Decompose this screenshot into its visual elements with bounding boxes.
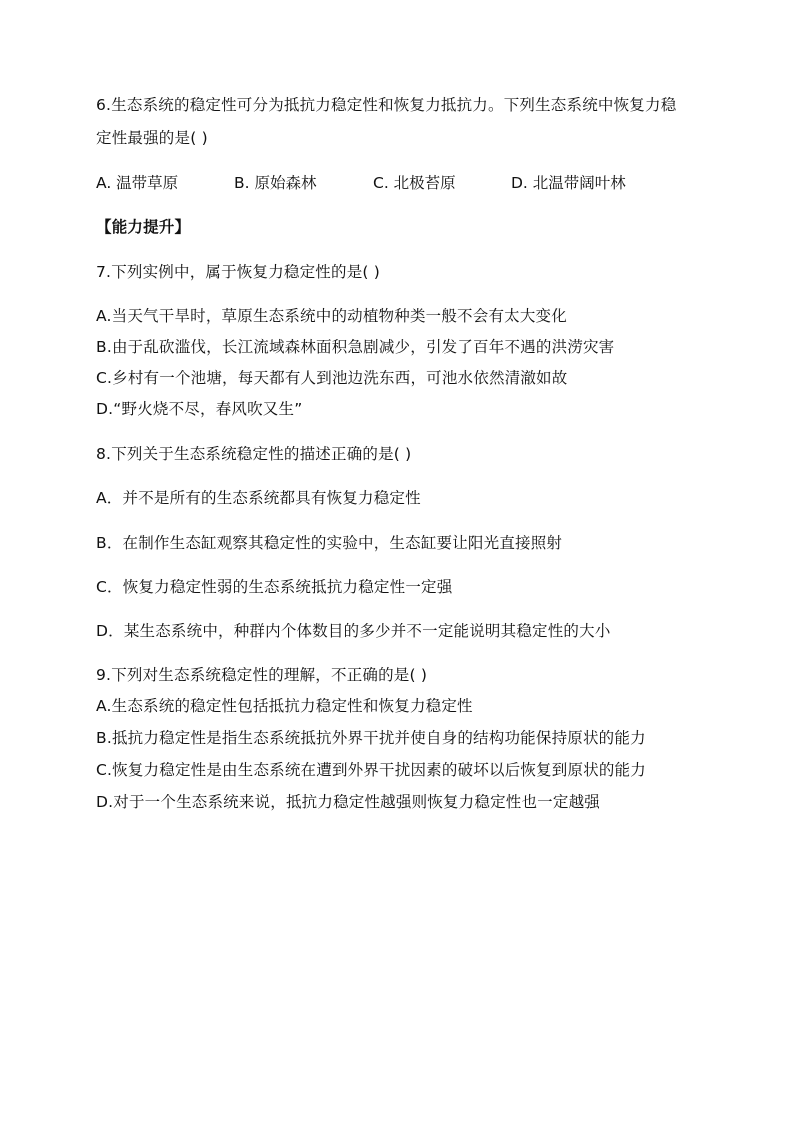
question-9-option-a: A.生态系统的稳定性包括抵抗力稳定性和恢复力稳定性 xyxy=(96,697,473,715)
question-7-option-b: B.由于乱砍滥伐，长江流域森林面积急剧减少，引发了百年不遇的洪涝灾害 xyxy=(96,338,615,356)
question-9-option-d: D.对于一个生态系统来说，抵抗力稳定性越强则恢复力稳定性也一定越强 xyxy=(96,793,600,811)
question-7-option-d: D.“野火烧不尽，春风吹又生” xyxy=(96,400,303,418)
question-9-option-b: B.抵抗力稳定性是指生态系统抵抗外界干扰并使自身的结构功能保持原状的能力 xyxy=(96,729,646,747)
question-9-option-c: C.恢复力稳定性是由生态系统在遭到外界干扰因素的破坏以后恢复到原状的能力 xyxy=(96,761,646,779)
question-6-stem-line-1: 6.生态系统的稳定性可分为抵抗力稳定性和恢复力抵抗力。下列生态系统中恢复力稳 xyxy=(96,96,677,114)
question-6-option-d: D. 北温带阔叶林 xyxy=(511,174,626,192)
question-8-option-c: C．恢复力稳定性弱的生态系统抵抗力稳定性一定强 xyxy=(96,578,453,596)
question-7-option-c: C.乡村有一个池塘，每天都有人到池边洗东西，可池水依然清澈如故 xyxy=(96,369,568,387)
question-7-stem: 7.下列实例中，属于恢复力稳定性的是( ) xyxy=(96,263,381,281)
question-8-option-a: A．并不是所有的生态系统都具有恢复力稳定性 xyxy=(96,489,421,507)
question-6-option-a: A. 温带草原 xyxy=(96,174,179,192)
question-8-stem: 8.下列关于生态系统稳定性的描述正确的是( ) xyxy=(96,445,412,463)
section-title: 【能力提升】 xyxy=(96,218,191,236)
question-6-option-c: C. 北极苔原 xyxy=(373,174,456,192)
question-6-option-b: B. 原始森林 xyxy=(234,174,317,192)
question-8-option-d: D．某生态系统中，种群内个体数目的多少并不一定能说明其稳定性的大小 xyxy=(96,622,611,640)
question-7-option-a: A.当天气干旱时，草原生态系统中的动植物种类一般不会有太大变化 xyxy=(96,307,567,325)
question-8-option-b: B．在制作生态缸观察其稳定性的实验中，生态缸要让阳光直接照射 xyxy=(96,534,563,552)
question-6-stem-line-2: 定性最强的是( ) xyxy=(96,129,208,147)
question-9-stem: 9.下列对生态系统稳定性的理解，不正确的是( ) xyxy=(96,666,428,684)
